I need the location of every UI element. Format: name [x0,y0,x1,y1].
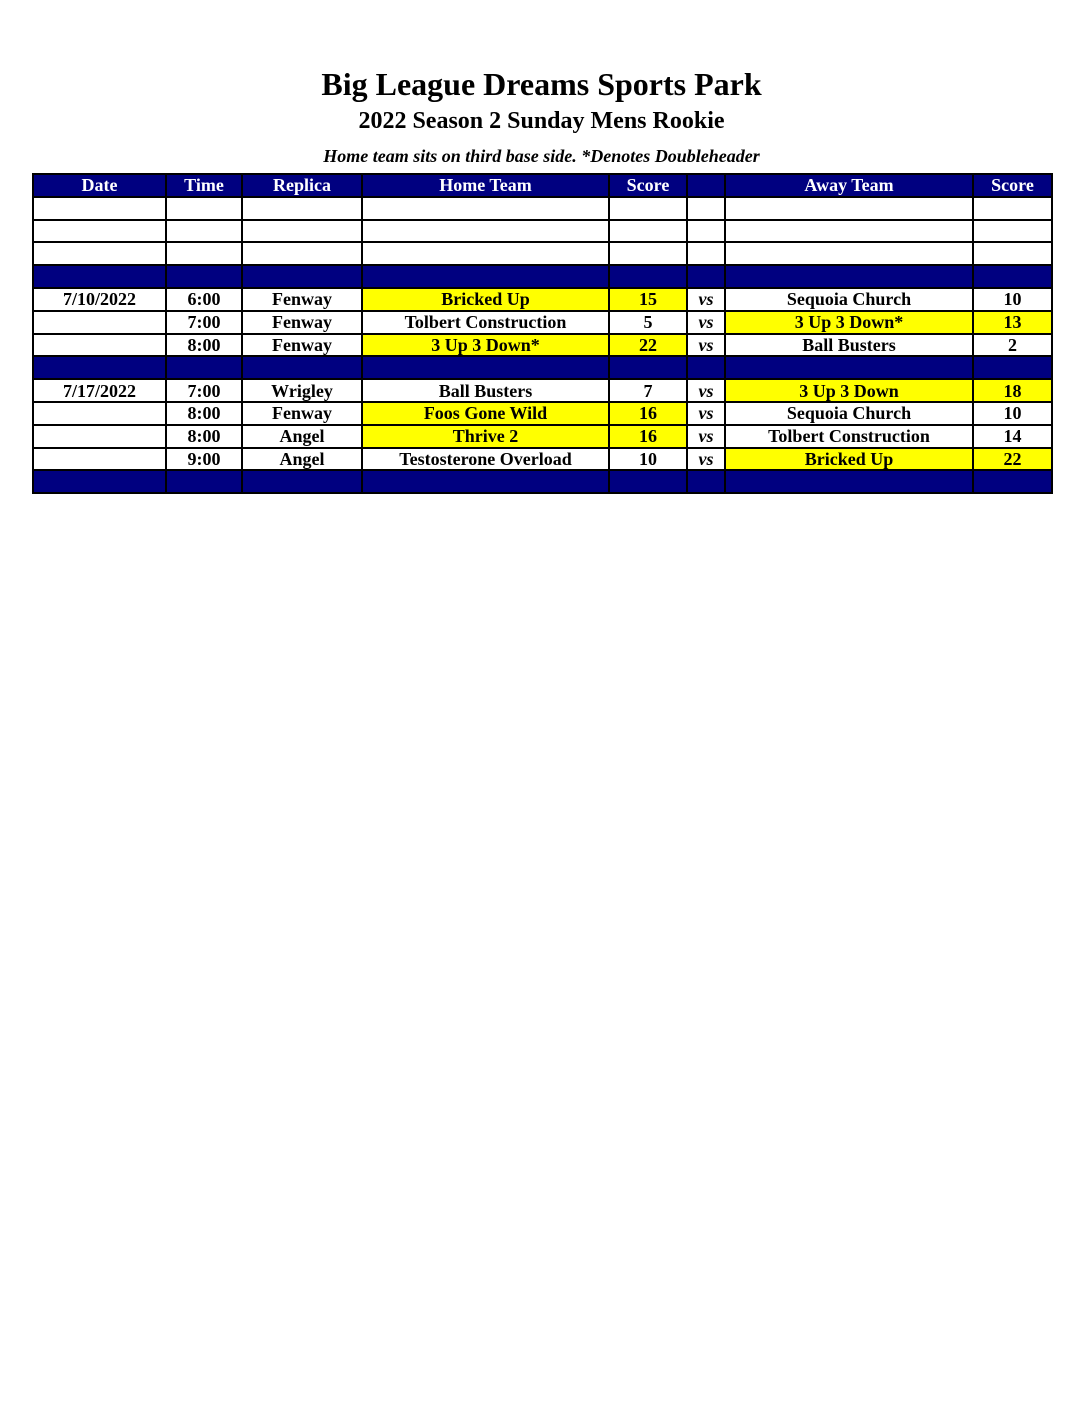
away-team-cell [725,242,973,265]
home-team-cell: Bricked Up [362,288,609,311]
time-cell [166,197,242,220]
away-team-cell: 3 Up 3 Down* [725,311,973,334]
away-team-cell: Bricked Up [725,448,973,471]
vs-cell: vs [687,448,725,471]
away-score-cell: 10 [973,288,1052,311]
date-cell [33,334,166,357]
home-team-cell [362,242,609,265]
home-score-cell: 16 [609,425,687,448]
away-score-cell: 14 [973,425,1052,448]
replica-cell: Fenway [242,311,362,334]
game-row [33,379,1052,402]
col-home-team-header: Home Team [362,174,609,197]
separator-row [33,356,1052,379]
replica-cell: Fenway [242,334,362,357]
col-away-team-header: Away Team [725,174,973,197]
home-score-cell [609,242,687,265]
blank-row [33,220,1052,243]
away-team-cell [725,197,973,220]
time-cell: 6:00 [166,288,242,311]
away-score-cell [973,470,1052,493]
separator-row [33,470,1052,493]
replica-cell [242,265,362,288]
home-score-cell: 15 [609,288,687,311]
vs-cell: vs [687,288,725,311]
time-cell [166,220,242,243]
date-cell [33,425,166,448]
schedule-table [32,173,1053,494]
date-cell: 7/17/2022 [33,379,166,402]
col-replica-header: Replica [242,174,362,197]
home-team-cell: Foos Gone Wild [362,402,609,425]
replica-cell [242,220,362,243]
date-cell [33,402,166,425]
vs-cell: vs [687,402,725,425]
home-score-cell [609,220,687,243]
game-row [33,288,1052,311]
away-score-cell [973,265,1052,288]
home-score-cell: 7 [609,379,687,402]
time-cell: 9:00 [166,448,242,471]
replica-cell: Fenway [242,402,362,425]
time-cell [166,356,242,379]
vs-cell [687,242,725,265]
away-score-cell: 18 [973,379,1052,402]
home-team-cell: Ball Busters [362,379,609,402]
game-row [33,334,1052,357]
game-row [33,425,1052,448]
date-cell [33,311,166,334]
away-score-cell: 13 [973,311,1052,334]
replica-cell: Angel [242,425,362,448]
home-team-cell [362,356,609,379]
replica-cell: Angel [242,448,362,471]
away-score-cell: 22 [973,448,1052,471]
date-cell [33,197,166,220]
home-score-cell: 5 [609,311,687,334]
game-row [33,448,1052,471]
page-subtitle: 2022 Season 2 Sunday Mens Rookie [358,108,725,134]
blank-row [33,197,1052,220]
time-cell: 8:00 [166,425,242,448]
header-row [33,174,1052,197]
home-score-cell: 10 [609,448,687,471]
home-score-cell [609,265,687,288]
home-team-cell: Thrive 2 [362,425,609,448]
home-team-cell: Testosterone Overload [362,448,609,471]
time-cell [166,470,242,493]
away-team-cell: Sequoia Church [725,402,973,425]
col-vs-header [687,174,725,197]
away-team-cell [725,356,973,379]
col-time-header: Time [166,174,242,197]
away-score-cell [973,356,1052,379]
home-team-cell: 3 Up 3 Down* [362,334,609,357]
vs-cell [687,197,725,220]
date-cell [33,470,166,493]
away-score-cell: 10 [973,402,1052,425]
time-cell [166,242,242,265]
home-score-cell: 22 [609,334,687,357]
vs-cell: vs [687,379,725,402]
date-cell: 7/10/2022 [33,288,166,311]
game-row [33,402,1052,425]
time-cell [166,265,242,288]
home-team-cell: Tolbert Construction [362,311,609,334]
date-cell [33,265,166,288]
home-team-cell [362,220,609,243]
home-team-cell [362,470,609,493]
separator-row [33,265,1052,288]
away-team-cell [725,470,973,493]
col-home-score-header: Score [609,174,687,197]
home-team-cell [362,197,609,220]
replica-cell [242,356,362,379]
away-score-cell [973,242,1052,265]
away-team-cell [725,220,973,243]
home-team-cell [362,265,609,288]
col-away-score-header: Score [973,174,1052,197]
home-score-cell [609,197,687,220]
date-cell [33,356,166,379]
page-note: Home team sits on third base side. *Denotes Doubleheader [323,146,760,166]
replica-cell: Wrigley [242,379,362,402]
away-score-cell: 2 [973,334,1052,357]
replica-cell [242,470,362,493]
vs-cell [687,220,725,243]
time-cell: 8:00 [166,334,242,357]
away-score-cell [973,197,1052,220]
vs-cell [687,265,725,288]
blank-row [33,242,1052,265]
away-score-cell [973,220,1052,243]
away-team-cell: Sequoia Church [725,288,973,311]
time-cell: 7:00 [166,311,242,334]
time-cell: 8:00 [166,402,242,425]
home-score-cell: 16 [609,402,687,425]
col-date-header: Date [33,174,166,197]
replica-cell: Fenway [242,288,362,311]
vs-cell [687,470,725,493]
away-team-cell [725,265,973,288]
home-score-cell [609,470,687,493]
date-cell [33,448,166,471]
vs-cell [687,356,725,379]
away-team-cell: Tolbert Construction [725,425,973,448]
vs-cell: vs [687,425,725,448]
page-title: Big League Dreams Sports Park [321,66,762,102]
away-team-cell: Ball Busters [725,334,973,357]
game-row [33,311,1052,334]
replica-cell [242,197,362,220]
date-cell [33,220,166,243]
replica-cell [242,242,362,265]
home-score-cell [609,356,687,379]
vs-cell: vs [687,311,725,334]
date-cell [33,242,166,265]
vs-cell: vs [687,334,725,357]
time-cell: 7:00 [166,379,242,402]
away-team-cell: 3 Up 3 Down [725,379,973,402]
